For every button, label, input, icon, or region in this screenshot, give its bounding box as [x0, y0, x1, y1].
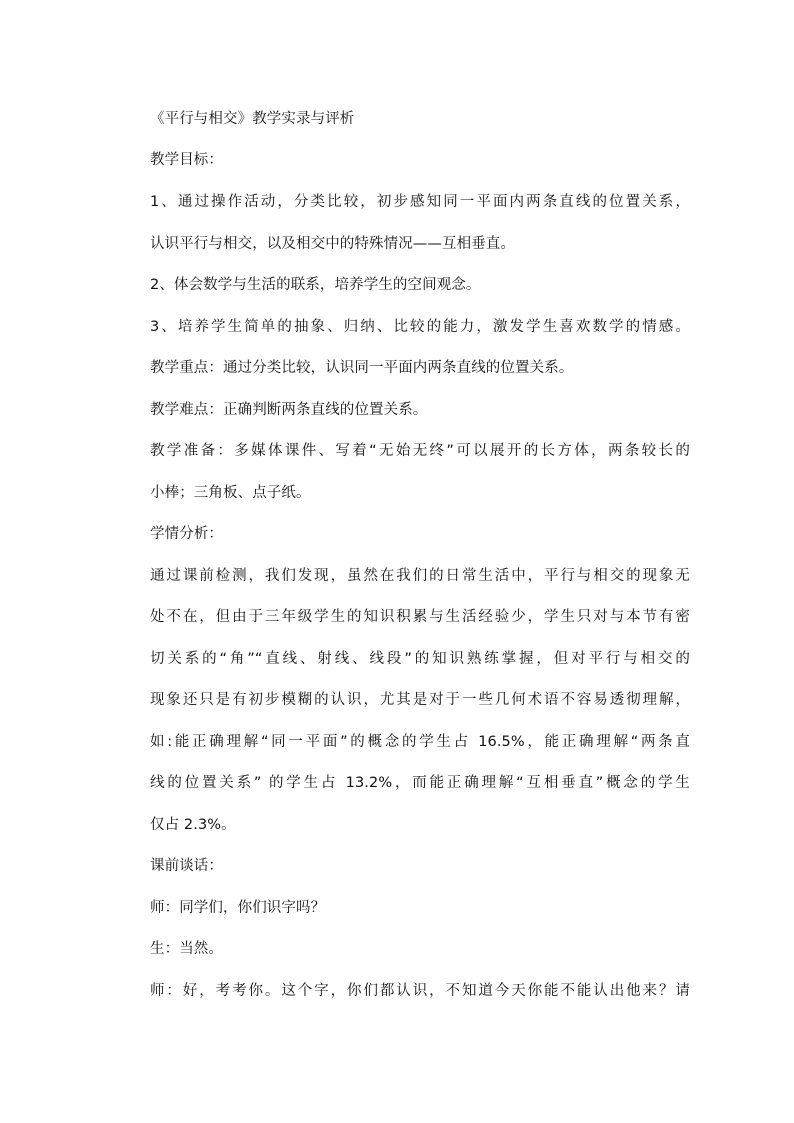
document-title: 《平行与相交》教学实录与评析: [150, 111, 355, 127]
dialogue-line: 师：同学们，你们识字吗？: [150, 900, 326, 916]
paragraph-line: 2、体会数学与生活的联系，培养学生的空间观念。: [150, 277, 481, 293]
section-heading-analysis: 学情分析：: [150, 526, 223, 542]
paragraph-line: 3、培养学生简单的抽象、归纳、比较的能力，激发学生喜欢数学的情感。: [150, 319, 690, 335]
dialogue-line: 师：好，考考你。这个字，你们都认识，不知道今天你能不能认出他来？请: [150, 983, 690, 999]
dialogue-line: 生：当然。: [150, 941, 223, 957]
paragraph-line: 切关系的“角”“直线、射线、线段”的知识熟练掌握，但对平行与相交的: [150, 651, 690, 667]
paragraph-line: 现象还只是有初步模糊的认识，尤其是对于一些几何术语不容易透彻理解，: [150, 692, 690, 708]
paragraph-line: 线的位置关系” 的学生占 13.2%，而能正确理解“互相垂直”概念的学生: [150, 775, 690, 791]
paragraph-line: 通过课前检测，我们发现，虽然在我们的日常生活中，平行与相交的现象无: [150, 568, 690, 584]
paragraph-line: 教学准备：多媒体课件、写着“无始无终”可以展开的长方体，两条较长的: [150, 443, 690, 459]
paragraph-line: 小棒；三角板、点子纸。: [150, 485, 311, 501]
paragraph-line: 1、通过操作活动，分类比较，初步感知同一平面内两条直线的位置关系，: [150, 194, 690, 210]
paragraph-line: 仅占 2.3%。: [150, 817, 236, 833]
paragraph-line: 教学难点：正确判断两条直线的位置关系。: [150, 402, 428, 418]
paragraph-line: 教学重点：通过分类比较，认识同一平面内两条直线的位置关系。: [150, 360, 574, 376]
section-heading-pre-class-talk: 课前谈话：: [150, 858, 223, 874]
paragraph-line: 如:能正确理解“同一平面”的概念的学生占 16.5%，能正确理解“两条直: [150, 734, 690, 750]
section-heading-teaching-goals: 教学目标：: [150, 152, 223, 168]
paragraph-line: 处不在，但由于三年级学生的知识积累与生活经验少，学生只对与本节有密: [150, 609, 690, 625]
paragraph-line: 认识平行与相交，以及相交中的特殊情况——互相垂直。: [150, 236, 515, 252]
